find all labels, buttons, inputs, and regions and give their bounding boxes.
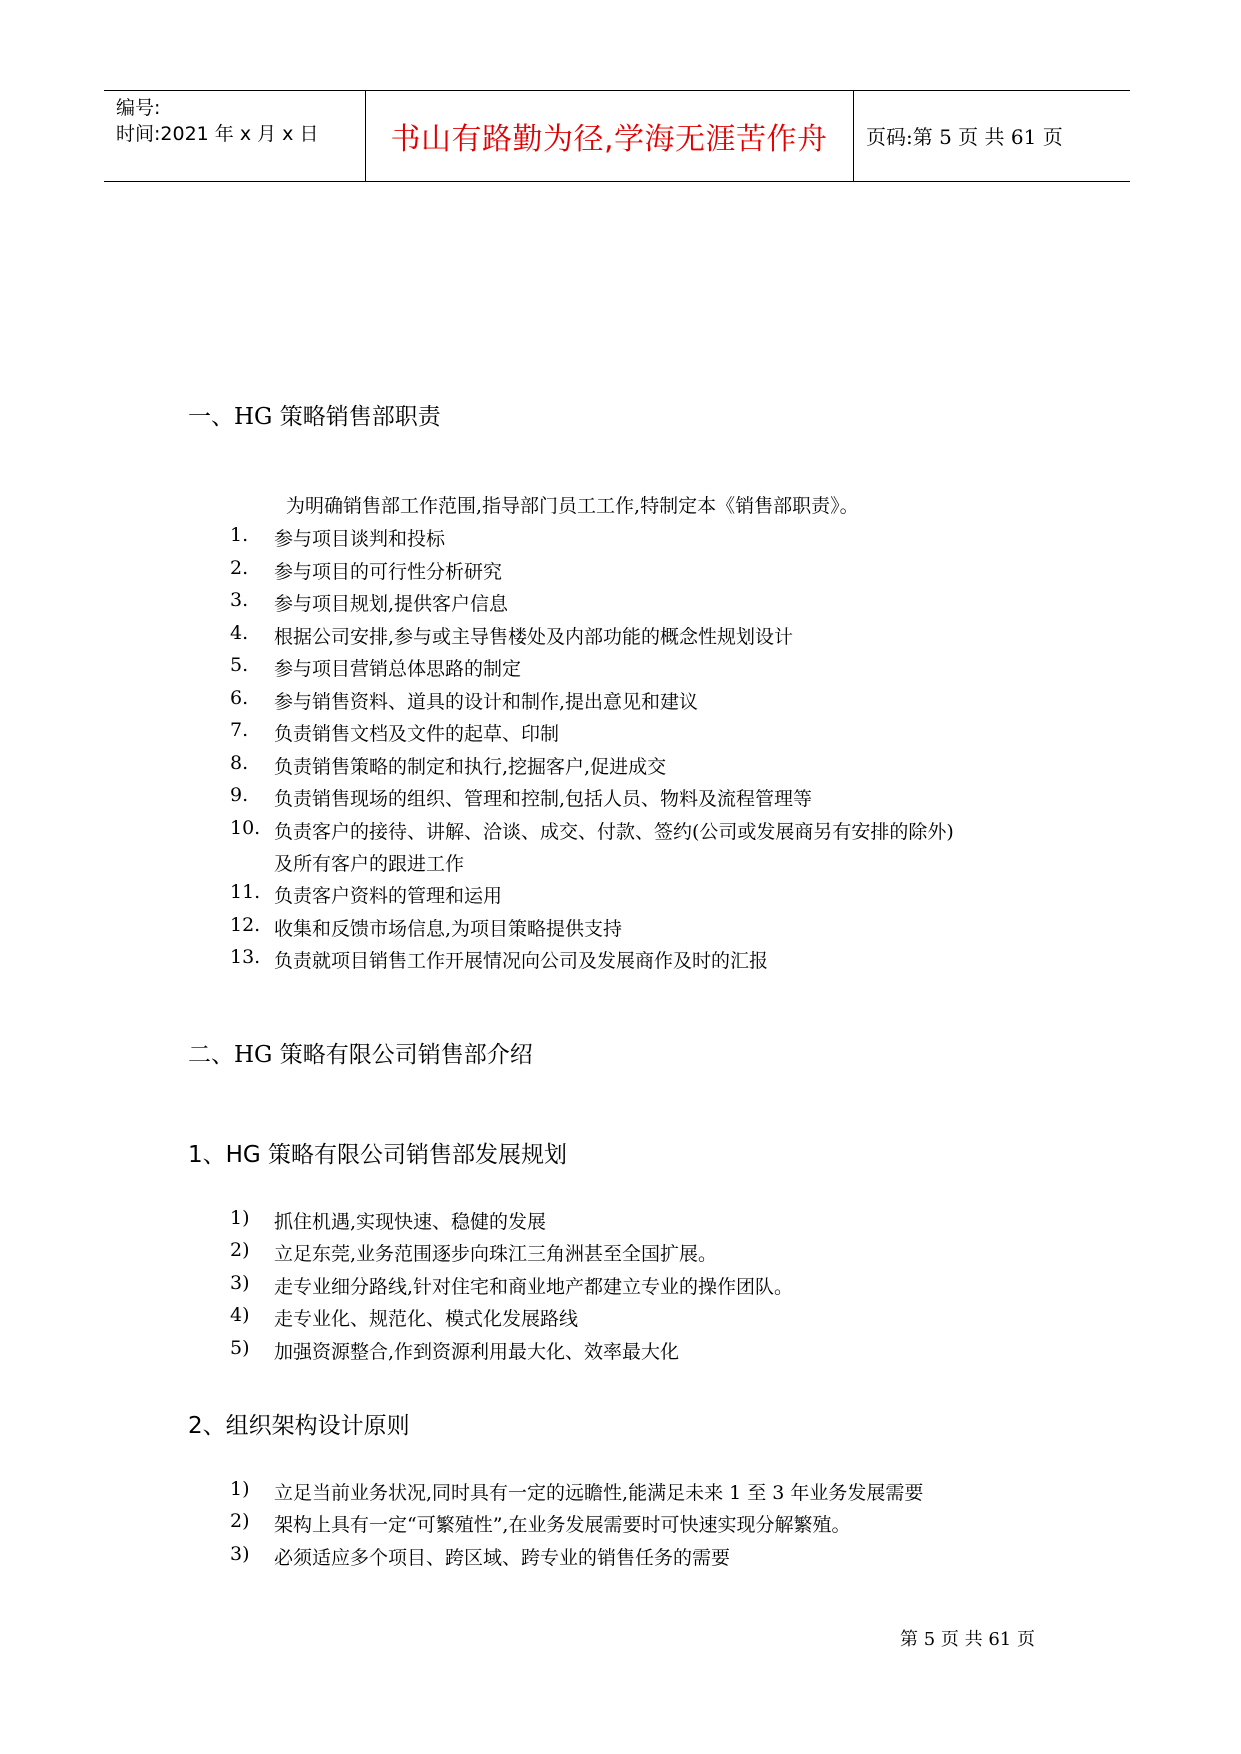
list-item-text: 抓住机遇,实现快速、稳健的发展	[274, 1211, 547, 1233]
list-item-text: 及所有客户的跟进工作	[274, 853, 465, 875]
list-item-text: 走专业化、规范化、模式化发展路线	[274, 1308, 579, 1330]
list-item-number: 2)	[230, 1510, 250, 1532]
number-label: 编号:	[116, 97, 161, 119]
list-item-text: 负责销售现场的组织、管理和控制,包括人员、物料及流程管理等	[274, 788, 813, 810]
page-header	[104, 90, 1130, 182]
list-item-text: 参与销售资料、道具的设计和制作,提出意见和建议	[274, 691, 699, 713]
time-label: 时间:2021 年 x 月 x 日	[116, 123, 319, 145]
list-item-number: 4)	[230, 1304, 250, 1326]
list-item-number: 3.	[230, 589, 249, 611]
list-item-number: 2)	[230, 1239, 250, 1261]
header-motto: 书山有路勤为径,学海无涯苦作舟	[390, 121, 828, 157]
list-item-number: 1.	[230, 524, 249, 546]
list-item-number: 10.	[230, 817, 261, 839]
list-item-number: 3)	[230, 1543, 250, 1565]
list-item-text: 加强资源整合,作到资源利用最大化、效率最大化	[274, 1341, 680, 1363]
list-item-number: 8.	[230, 752, 249, 774]
header-divider-left	[365, 91, 366, 181]
list-item-number: 12.	[230, 914, 261, 936]
list-item-text: 负责客户的接待、讲解、洽谈、成交、付款、签约(公司或发展商另有安排的除外)	[274, 821, 954, 843]
list-item-text: 参与项目谈判和投标	[274, 528, 446, 550]
list-item-number: 4.	[230, 622, 249, 644]
list-item-text: 参与项目营销总体思路的制定	[274, 658, 522, 680]
list-item-text: 架构上具有一定“可繁殖性”,在业务发展需要时可快速实现分解繁殖。	[274, 1514, 851, 1536]
list-item-text: 立足东莞,业务范围逐步向珠江三角洲甚至全国扩展。	[274, 1243, 718, 1265]
list-item-text: 收集和反馈市场信息,为项目策略提供支持	[274, 918, 623, 940]
list-item-number: 5)	[230, 1337, 250, 1359]
list-item-text: 根据公司安排,参与或主导售楼处及内部功能的概念性规划设计	[274, 626, 794, 648]
list-item-text: 负责销售文档及文件的起草、印制	[274, 723, 560, 745]
subsection2-title: 2、组织架构设计原则	[188, 1413, 410, 1439]
section1-intro: 为明确销售部工作范围,指导部门员工工作,特制定本《销售部职责》。	[286, 495, 859, 517]
list-item-number: 9.	[230, 784, 249, 806]
subsection1-title: 1、HG 策略有限公司销售部发展规划	[188, 1142, 568, 1168]
list-item-text: 参与项目规划,提供客户信息	[274, 593, 509, 615]
header-page-code: 页码:第 5 页 共 61 页	[866, 125, 1063, 149]
list-item-number: 6.	[230, 687, 249, 709]
section1-title: 一、HG 策略销售部职责	[188, 404, 441, 430]
header-divider-right	[853, 91, 854, 181]
list-item-text: 走专业细分路线,针对住宅和商业地产都建立专业的操作团队。	[274, 1276, 794, 1298]
list-item-number: 11.	[230, 881, 261, 903]
list-item-text: 立足当前业务状况,同时具有一定的远瞻性,能满足未来 1 至 3 年业务发展需要	[274, 1482, 924, 1504]
list-item-text: 负责客户资料的管理和运用	[274, 885, 503, 907]
list-item-text: 负责销售策略的制定和执行,挖掘客户,促进成交	[274, 756, 667, 778]
header-meta	[116, 95, 318, 147]
page-footer: 第 5 页 共 61 页	[900, 1629, 1035, 1650]
list-item-text: 参与项目的可行性分析研究	[274, 561, 503, 583]
list-item-number: 7.	[230, 719, 249, 741]
list-item-text: 必须适应多个项目、跨区域、跨专业的销售任务的需要	[274, 1547, 731, 1569]
list-item-text: 负责就项目销售工作开展情况向公司及发展商作及时的汇报	[274, 950, 769, 972]
list-item-number: 1)	[230, 1207, 250, 1229]
list-item-number: 5.	[230, 654, 249, 676]
list-item-number: 1)	[230, 1478, 250, 1500]
list-item-number: 3)	[230, 1272, 250, 1294]
list-item-number: 13.	[230, 946, 261, 968]
list-item-number: 2.	[230, 557, 249, 579]
section2-title: 二、HG 策略有限公司销售部介绍	[188, 1042, 533, 1068]
